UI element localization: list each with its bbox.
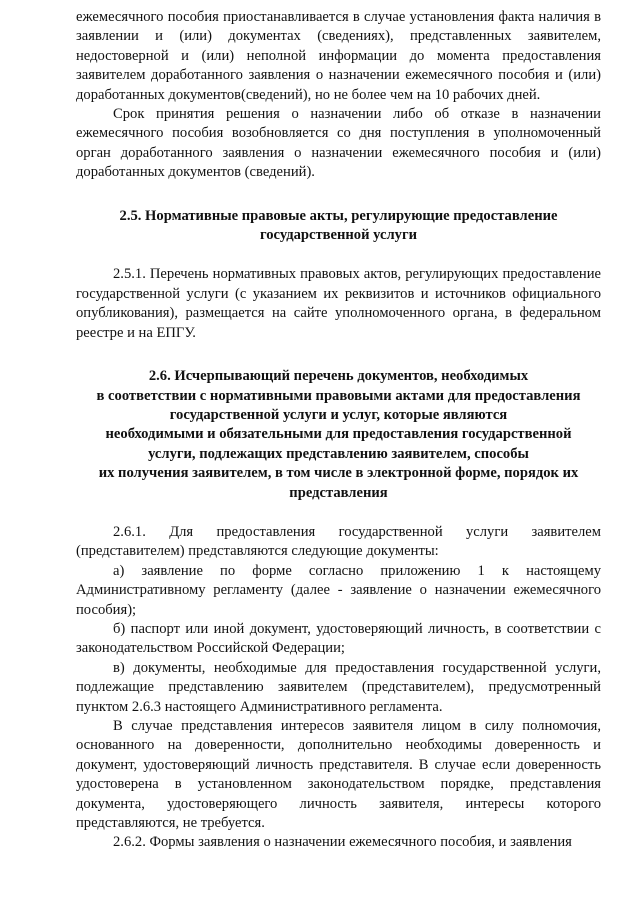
- list-item-b: б) паспорт или иной документ, удостоверяющий личность, в соответствии с законодательством Российской Федерации;: [76, 620, 601, 657]
- document-page: [76, 8, 601, 853]
- section-2-6-heading-line: представления: [289, 484, 388, 501]
- section-2-5-heading-line: государственной услуги: [259, 227, 418, 244]
- section-2-5-heading-line: 2.5. Нормативные правовые акты, регулирующие предоставление: [119, 207, 558, 224]
- paragraph-2-5-1: 2.5.1. Перечень нормативных правовых актов, регулирующих предоставление государственной услуги (с указанием их реквизитов и источников официального опубликования), размещается на сайте уполномоченного органа, в федеральном реестре и на ЕПГУ.: [76, 266, 601, 341]
- paragraph-representative: В случае представления интересов заявителя лицом в силу полномочия, основанного на доверенности, дополнительно необходимы доверенность и документ, удостоверяющий личность представителя. В случае если доверенность удостоверена в установленном законодательством порядке, представления документа, удостоверяющего личность заявителя, интересы которого представляются, не требуется.: [76, 718, 601, 832]
- section-2-6-heading-line: 2.6. Исчерпывающий перечень документов, необходимых: [148, 368, 529, 385]
- list-item-v: в) документы, необходимые для предоставления государственной услуги, подлежащие представлению заявителем (представителем), предусмотренный пунктом 2.6.3 настоящего Административного регламента.: [76, 659, 601, 715]
- section-2-6-heading-line: услуги, подлежащих представлению заявителем, способы: [148, 445, 529, 462]
- section-2-6-heading: [76, 367, 601, 503]
- list-item-a: а) заявление по форме согласно приложению 1 к настоящему Административному регламенту (далее - заявление о назначении ежемесячного пособия);: [76, 562, 601, 618]
- paragraph-2-6-2: 2.6.2. Формы заявления о назначении ежемесячного пособия, и заявления: [113, 834, 572, 851]
- paragraph-term-resumed: Срок принятия решения о назначении либо об отказе в назначении ежемесячного пособия возобновляется со дня поступления в уполномоченный орган доработанного заявления о назначении ежемесячного пособия и (или) доработанных документов (сведений).: [76, 106, 601, 181]
- section-2-6-heading-line: в соответствии с нормативными правовыми актами для предоставления: [96, 387, 581, 404]
- section-2-6-heading-line: государственной услуги и услуг, которые являются: [169, 406, 508, 423]
- paragraph-2-6-1: 2.6.1. Для предоставления государственной услуги заявителем (представителем) представляются следующие документы:: [76, 523, 601, 560]
- section-2-5-heading: [76, 207, 601, 246]
- section-2-6-heading-line: их получения заявителем, в том числе в электронной форме, порядок их: [98, 465, 579, 482]
- paragraph-suspension-continued: ежемесячного пособия приостанавливается в случае установления факта наличия в заявлении и (или) документах (сведениях), представленных заявителем, недостоверной и (или) неполной информации до момента предоставления заявителем доработанного заявления о назначении ежемесячного пособия и (или) доработанных документов(сведений), но не более чем на 10 рабочих дней.: [76, 9, 601, 103]
- section-2-6-heading-line: необходимыми и обязательными для предоставления государственной: [105, 426, 572, 443]
